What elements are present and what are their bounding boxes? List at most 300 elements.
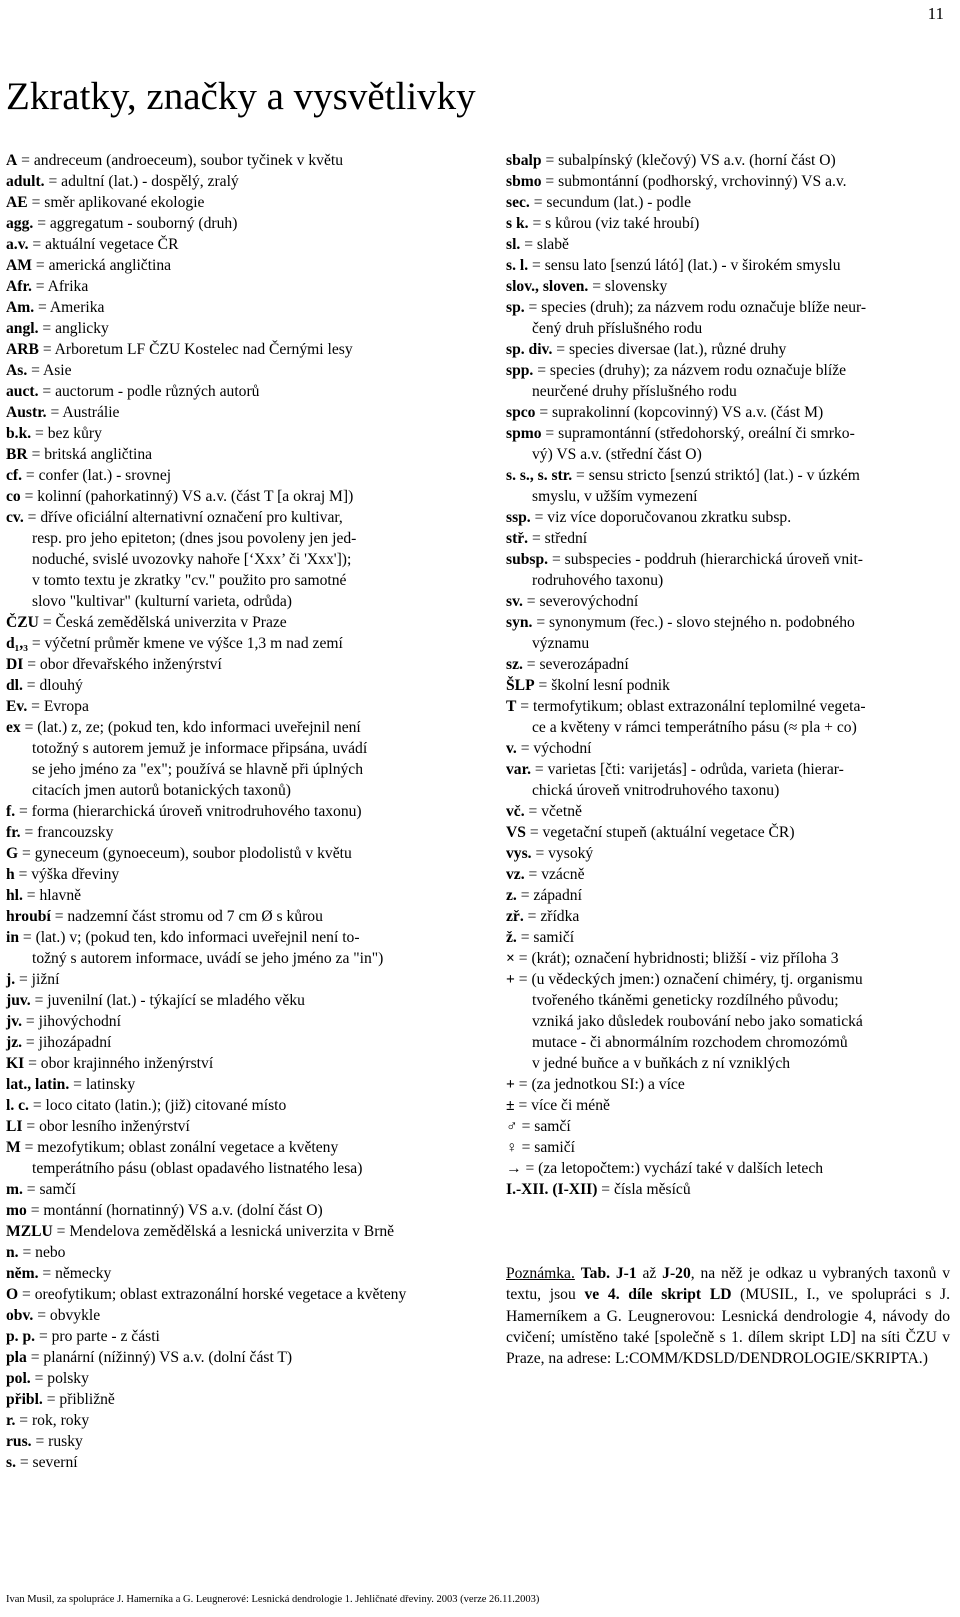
abbreviation-list-left [6,150,456,1473]
abbreviation-entry [6,486,456,507]
note-bold-table-end: J-20 [662,1265,691,1282]
abbreviation-definition: = submontánní (podhorský, vrchovinný) VS a.v. [541,173,847,190]
abbreviation-term: ŠLP [506,677,535,694]
abbreviation-term: jz. [6,1034,23,1051]
abbreviation-term: Afr. [6,278,32,295]
abbreviation-definition: = aggregatum - souborný (druh) [33,215,238,232]
abbreviation-term: sp. [506,299,525,316]
abbreviation-definition-continuation: temperátního pásu (oblast opadavého listnatého lesa) [32,1160,363,1177]
abbreviation-definition: = obor lesního inženýrství [22,1118,190,1135]
abbreviation-entry [6,1074,456,1095]
abbreviation-term: + [506,971,515,988]
abbreviation-definition: = subspecies - poddruh (hierarchická úroveň vnit- [548,551,863,568]
abbreviation-definition-continuation: v tomto textu je zkratky "cv." použito pro samotné [32,572,347,589]
abbreviation-entry [6,423,456,444]
abbreviation-entry [6,402,456,423]
abbreviation-entry [6,822,456,843]
abbreviation-entry [6,297,456,318]
abbreviation-definition-continuation: chická úroveň vnitrodruhového taxonu) [532,782,780,799]
abbreviation-definition-continuation: v jedné buňce a v buňkách z ní vzniklých [532,1055,791,1072]
abbreviation-definition: = obvykle [33,1307,101,1324]
abbreviation-definition: = Amerika [34,299,105,316]
abbreviation-definition: = směr aplikované ekologie [27,194,205,211]
abbreviation-term: × [506,950,515,967]
abbreviation-term: pol. [6,1370,31,1387]
abbreviation-entry [6,612,456,633]
abbreviation-definition: = slabě [520,236,569,253]
abbreviation-entry [6,171,456,192]
abbreviation-term: Austr. [6,404,47,421]
abbreviation-entry [506,507,950,528]
abbreviation-entry [6,801,456,822]
abbreviation-definition-continuation: noduché, svislé uvozovky nahoře [‘Xxx’ či 'Xxx']); [32,551,352,568]
abbreviation-term: juv. [6,992,31,1009]
abbreviation-definition: = adultní (lat.) - dospělý, zralý [44,173,239,190]
abbreviation-term: KI [6,1055,25,1072]
abbreviation-entry [506,423,950,465]
abbreviation-definition: = (krát); označení hybridnosti; bližší - viz příloha 3 [514,950,839,967]
abbreviation-definition: = suprakolinní (kopcovinný) VS a.v. (část M) [535,404,824,421]
abbreviation-term: As. [6,362,28,379]
abbreviation-definition: = nadzemní část stromu od 7 cm Ø s kůrou [50,908,323,925]
abbreviation-entry [506,255,950,276]
abbreviation-entry [6,1221,456,1242]
abbreviation-definition-continuation: smyslu, v užším vymezení [532,488,698,505]
abbreviation-definition: = střední [528,530,588,547]
abbreviation-definition: = americká angličtina [31,257,172,274]
abbreviation-term: j. [6,971,16,988]
abbreviation-definition: = vzácně [524,866,585,883]
abbreviation-term: sl. [506,236,521,253]
abbreviation-term: vč. [506,803,525,820]
page-title: Zkratky, značky a vysvětlivky [6,75,476,118]
abbreviation-definition: = východní [516,740,592,757]
abbreviation-definition: = (u vědeckých jmen:) označení chiméry, tj. organismu [514,971,863,988]
abbreviation-entry [6,150,456,171]
abbreviation-definition: = dříve oficiální alternativní označení pro kultivar, [23,509,343,526]
abbreviation-entry [6,1137,456,1179]
abbreviation-entry [506,1179,950,1200]
abbreviation-definition: = samičí [516,929,575,946]
abbreviation-definition-continuation: ce a květeny v rámci temperátního pásu (≈ pla + co) [532,719,857,736]
abbreviation-entry [506,969,950,1074]
abbreviation-term: subsp. [506,551,549,568]
abbreviation-term: hroubí [6,908,51,925]
abbreviation-definition: = bez kůry [31,425,102,442]
abbreviation-entry [6,1347,456,1368]
abbreviation-entry [6,1011,456,1032]
abbreviation-definition-continuation: mutace - či abnormálním rozchodem chromozómů [532,1034,848,1051]
abbreviation-entry [6,906,456,927]
abbreviation-definition-continuation: tvořeného tkáněmi geneticky rozdílného původu; [532,992,839,1009]
abbreviation-entry [506,1158,950,1179]
abbreviation-term: stř. [506,530,529,547]
abbreviation-definition: = přibližně [42,1391,115,1408]
abbreviation-entry [6,1284,456,1305]
abbreviation-term: syn. [506,614,533,631]
abbreviation-entry [506,402,950,423]
abbreviation-definition: = jihozápadní [22,1034,112,1051]
abbreviation-definition: = Arboretum LF ČZU Kostelec nad Černými lesy [38,341,353,358]
abbreviation-term: obv. [6,1307,34,1324]
abbreviation-definition: = slovensky [588,278,668,295]
abbreviation-term: Am. [6,299,35,316]
abbreviation-definition: = pro parte - z části [35,1328,160,1345]
abbreviation-term: co [6,488,21,505]
abbreviation-term: l. c. [6,1097,29,1114]
abbreviation-definition: = montánní (hornatinný) VS a.v. (dolní část O) [26,1202,323,1219]
abbreviation-entry [6,192,456,213]
abbreviation-entry [506,675,950,696]
abbreviation-definition: = gyneceum (gynoeceum), soubor plodolistů v květu [18,845,352,862]
abbreviation-definition: = (za jednotkou SI:) a více [514,1076,685,1093]
abbreviation-definition: = jižní [15,971,60,988]
abbreviation-term: mo [6,1202,27,1219]
abbreviation-definition-continuation: významu [532,635,590,652]
abbreviation-definition: = anglicky [38,320,109,337]
abbreviation-definition: = termofytikum; oblast extrazonální teplomilné vegeta- [516,698,866,715]
abbreviation-entry [506,1137,950,1158]
abbreviation-entry [6,465,456,486]
abbreviation-term: var. [506,761,531,778]
abbreviation-entry [506,339,950,360]
abbreviation-definition: = zřídka [523,908,580,925]
abbreviation-term: f. [6,803,16,820]
abbreviation-entry [6,927,456,969]
abbreviation-term: s k. [506,215,529,232]
abbreviation-definition: = oreofytikum; oblast extrazonální horské vegetace a květeny [18,1286,407,1303]
abbreviation-term: spp. [506,362,534,379]
abbreviation-definition: = latinsky [69,1076,136,1093]
note-paragraph [506,1263,950,1369]
abbreviation-definition: = německy [38,1265,112,1282]
abbreviation-term: v. [506,740,517,757]
abbreviation-definition: = včetně [524,803,582,820]
abbreviation-entry [6,1200,456,1221]
abbreviation-entry [6,717,456,801]
abbreviation-term: m. [6,1181,23,1198]
abbreviation-term: d₁,₃ [6,635,28,652]
abbreviation-definition: = Afrika [31,278,89,295]
abbreviation-definition: = secundum (lat.) - podle [529,194,692,211]
abbreviation-entry [6,1053,456,1074]
abbreviation-definition: = rusky [31,1433,83,1450]
abbreviation-definition: = výčetní průměr kmene ve výšce 1,3 m nad zemí [27,635,343,652]
abbreviation-entry [506,591,950,612]
abbreviation-term: spmo [506,425,542,442]
abbreviation-definition: = samčí [22,1181,76,1198]
abbreviation-entry [6,990,456,1011]
abbreviation-definition: = polsky [30,1370,89,1387]
abbreviation-definition-continuation: rodruhového taxonu) [532,572,664,589]
abbreviation-entry [506,360,950,402]
abbreviation-definition-continuation: se jeho jméno za "ex"; používá se hlavně při úplných [32,761,364,778]
abbreviation-entry [6,339,456,360]
abbreviation-definition: = Mendelova zemědělská a lesnická univerzita v Brně [52,1223,395,1240]
abbreviation-term: G [6,845,19,862]
abbreviation-entry [6,1305,456,1326]
abbreviation-entry [6,1368,456,1389]
abbreviation-term: sz. [506,656,523,673]
abbreviation-term: agg. [6,215,34,232]
abbreviation-definition: = species diversae (lat.), různé druhy [552,341,787,358]
abbreviation-term: ČZU [6,614,39,631]
abbreviation-term: vys. [506,845,532,862]
abbreviation-term: T [506,698,517,715]
abbreviation-entry [506,1095,950,1116]
abbreviation-term: a.v. [6,236,29,253]
abbreviation-entry [506,528,950,549]
abbreviation-term: angl. [6,320,39,337]
abbreviation-term: fr. [6,824,21,841]
abbreviation-term: jv. [6,1013,23,1030]
abbreviation-term: → [506,1160,522,1177]
abbreviation-definition: = (lat.) z, ze; (pokud ten, kdo informaci uveřejnil není [20,719,361,736]
abbreviation-term: s. [6,1454,16,1471]
abbreviation-term: spco [506,404,536,421]
abbreviation-entry [506,696,950,738]
abbreviation-entry [6,675,456,696]
abbreviation-term: AE [6,194,28,211]
abbreviation-term: BR [6,446,28,463]
abbreviation-term: sbalp [506,152,542,169]
abbreviation-entry [506,738,950,759]
note-label: Poznámka. [506,1265,575,1282]
abbreviation-entry [6,843,456,864]
abbreviation-definition: = Česká zemědělská univerzita v Praze [38,614,287,631]
abbreviation-entry [506,549,950,591]
abbreviation-definition: = čísla měsíců [597,1181,691,1198]
abbreviation-list-right [506,150,950,1200]
abbreviation-entry [506,234,950,255]
abbreviation-term: lat., latin. [6,1076,70,1093]
abbreviation-definition-continuation: vzniká jako důsledek roubování nebo jako somatická [532,1013,863,1030]
abbreviation-entry [6,1242,456,1263]
abbreviation-term: cv. [6,509,24,526]
abbreviation-definition-continuation: vý) VS a.v. (střední část O) [532,446,702,463]
abbreviation-entry [6,360,456,381]
abbreviation-definition: = s kůrou (viz také hroubí) [528,215,700,232]
abbreviation-definition: = vysoký [531,845,594,862]
abbreviation-term: MZLU [6,1223,53,1240]
abbreviation-definition: = obor krajinného inženýrství [24,1055,214,1072]
abbreviation-term: h [6,866,15,883]
abbreviation-definition-continuation: tožný s autorem informace, uvádí se jeho jméno za "in") [32,950,384,967]
abbreviation-definition: = forma (hierarchická úroveň vnitrodruhového taxonu) [15,803,362,820]
abbreviation-term: hl. [6,887,23,904]
abbreviation-definition: = dlouhý [22,677,83,694]
abbreviation-term: vz. [506,866,525,883]
abbreviation-term: r. [6,1412,16,1429]
abbreviation-term: A [6,152,18,169]
abbreviation-definition: = kolinní (pahorkatinný) VS a.v. (část T [a okraj M]) [20,488,354,505]
abbreviation-term: adult. [6,173,45,190]
abbreviation-entry [6,885,456,906]
abbreviation-definition: = subalpínský (klečový) VS a.v. (horní část O) [541,152,836,169]
abbreviation-definition: = (lat.) v; (pokud ten, kdo informaci uveřejnil není to- [19,929,360,946]
abbreviation-definition: = sensu lato [senzú látó] (lat.) - v širokém smyslu [528,257,841,274]
abbreviation-entry [6,276,456,297]
abbreviation-entry [6,444,456,465]
note-bold-table-start: Tab. J-1 [580,1265,637,1282]
abbreviation-term: in [6,929,20,946]
abbreviation-entry [506,213,950,234]
abbreviation-definition: = hlavně [22,887,82,904]
abbreviation-definition: = vegetační stupeň (aktuální vegetace ČR) [525,824,795,841]
abbreviation-term: ♂ [506,1118,518,1135]
abbreviation-definition: = species (druh); za názvem rodu označuje blíže neur- [524,299,867,316]
abbreviation-entry [6,1032,456,1053]
abbreviation-definition: = rok, roky [15,1412,90,1429]
abbreviation-entry [506,927,950,948]
abbreviation-entry [506,297,950,339]
abbreviation-entry [506,885,950,906]
abbreviation-definition-continuation: slovo "kultivar" (kulturní varieta, odrůda) [32,593,292,610]
abbreviation-definition-continuation: neurčené druhy příslušného rodu [532,383,737,400]
abbreviation-term: b.k. [6,425,32,442]
abbreviation-entry [506,843,950,864]
abbreviation-term: ± [506,1097,515,1114]
note-text: (MUSIL, I., ve spolupráci s J. Hamerníkem a G. Leugnerovou: Lesnická dendrologie 4, návody do cvičení; umístěno také [společně s 1. dílem skript LD] na síti ČZU v Praze, na adrese: L:COMM/KDSLD/DENDROLOGIE/SKRIPTA.) [506,1286,950,1368]
abbreviation-definition: = samčí [517,1118,571,1135]
abbreviation-entry [6,654,456,675]
abbreviation-term: slov., sloven. [506,278,589,295]
abbreviation-definition: = více či méně [514,1097,610,1114]
abbreviation-term: rus. [6,1433,32,1450]
note-text: , na něž je odkaz u vybraných taxonů v textu, jsou [506,1265,950,1304]
abbreviation-definition: = viz více doporučovanou zkratku subsp. [530,509,792,526]
abbreviation-entry [506,801,950,822]
abbreviation-definition: = mezofytikum; oblast zonální vegetace a květeny [20,1139,339,1156]
abbreviation-definition: = loco citato (latin.); (již) citované místo [28,1097,287,1114]
abbreviation-definition: = planární (nížinný) VS a.v. (dolní část T) [26,1349,293,1366]
abbreviation-term: ♀ [506,1139,518,1156]
abbreviation-term: ssp. [506,509,531,526]
abbreviation-definition: = andreceum (androeceum), soubor tyčinek v květu [17,152,344,169]
abbreviation-entry [6,1179,456,1200]
abbreviation-entry [6,633,456,654]
abbreviation-entry [506,171,950,192]
abbreviation-definition: = synonymum (řec.) - slovo stejného n. podobného [532,614,855,631]
abbreviation-term: AM [6,257,32,274]
abbreviation-entry [506,276,950,297]
abbreviation-entry [506,1116,950,1137]
abbreviation-entry [6,255,456,276]
abbreviation-term: sp. div. [506,341,553,358]
abbreviation-entry [6,696,456,717]
abbreviation-term: VS [506,824,526,841]
abbreviation-entry [506,759,950,801]
abbreviation-definition-continuation: citacích jmen autorů botanických taxonů) [32,782,291,799]
abbreviation-term: auct. [6,383,39,400]
abbreviation-entry [6,213,456,234]
abbreviation-definition: = sensu stricto [senzú striktó] (lat.) - v úzkém [572,467,860,484]
abbreviation-term: s. s., s. str. [506,467,573,484]
abbreviation-entry [6,969,456,990]
abbreviation-definition: = francouzsky [20,824,114,841]
abbreviation-term: p. p. [6,1328,36,1345]
abbreviation-entry [6,1326,456,1347]
abbreviation-definition-continuation: resp. pro jeho epiteton; (dnes jsou povoleny jen jed- [32,530,357,547]
abbreviation-term: I.-XII. (I-XII) [506,1181,598,1198]
abbreviation-entry [6,234,456,255]
abbreviation-term: O [6,1286,19,1303]
abbreviation-term: z. [506,887,517,904]
abbreviation-definition: = severní [15,1454,78,1471]
abbreviation-term: sbmo [506,173,542,190]
abbreviation-entry [506,1074,950,1095]
abbreviation-term: LI [6,1118,23,1135]
abbreviation-term: ž. [506,929,517,946]
abbreviation-entry [506,948,950,969]
abbreviation-term: M [6,1139,21,1156]
abbreviation-term: pla [6,1349,27,1366]
abbreviation-entry [6,1389,456,1410]
abbreviation-definition-continuation: čený druh příslušného rodu [532,320,703,337]
abbreviation-entry [506,906,950,927]
abbreviation-definition: = školní lesní podnik [534,677,670,694]
abbreviation-entry [6,507,456,612]
abbreviation-definition: = severozápadní [522,656,629,673]
abbreviation-term: přibl. [6,1391,43,1408]
abbreviation-entry [6,1263,456,1284]
page-footer: Ivan Musil, za spolupráce J. Hamerníka a G. Leugnerové: Lesnická dendrologie 1. Jehličnaté dřeviny. 2003 (verze 26.11.2003) [6,1594,540,1605]
abbreviation-definition: = varietas [čti: varijetás] - odrůda, varieta (hierar- [530,761,844,778]
abbreviation-definition-continuation: totožný s autorem jemuž je informace připsána, uvádí [32,740,368,757]
abbreviation-term: ex [6,719,21,736]
page-number: 11 [927,4,944,23]
abbreviation-entry [506,150,950,171]
abbreviation-definition: = výška dřeviny [14,866,120,883]
abbreviation-entry [506,654,950,675]
abbreviation-entry [506,822,950,843]
abbreviation-definition: = auctorum - podle různých autorů [38,383,260,400]
abbreviation-entry [6,864,456,885]
abbreviation-entry [506,864,950,885]
abbreviation-entry [6,318,456,339]
abbreviation-definition: = Evropa [27,698,89,715]
abbreviation-definition: = confer (lat.) - srovnej [22,467,172,484]
abbreviation-definition: = Asie [27,362,72,379]
abbreviation-entry [6,1095,456,1116]
abbreviation-term: ARB [6,341,39,358]
abbreviation-term: zř. [506,908,524,925]
abbreviation-term: DI [6,656,24,673]
abbreviation-definition: = Austrálie [46,404,120,421]
abbreviation-entry [6,1431,456,1452]
abbreviation-term: dl. [6,677,23,694]
abbreviation-definition: = nebo [18,1244,66,1261]
abbreviation-term: + [506,1076,515,1093]
abbreviation-definition: = britská angličtina [27,446,153,463]
abbreviation-term: cf. [6,467,23,484]
abbreviation-definition: = obor dřevařského inženýrství [23,656,222,673]
abbreviation-entry [506,465,950,507]
abbreviation-definition: = (za letopočtem:) vychází také v dalších letech [521,1160,824,1177]
abbreviation-term: sec. [506,194,530,211]
note-bold-reference: ve 4. díle skript LD [584,1286,732,1304]
abbreviation-definition: = aktuální vegetace ČR [28,236,179,253]
abbreviation-term: s. l. [506,257,529,274]
abbreviation-entry [506,612,950,654]
note-text: až [636,1265,663,1282]
abbreviation-entry [6,1410,456,1431]
abbreviation-term: něm. [6,1265,39,1282]
abbreviation-definition: = jihovýchodní [22,1013,121,1030]
abbreviation-definition: = supramontánní (středohorský, oreální či smrko- [541,425,855,442]
abbreviation-entry [6,1116,456,1137]
abbreviation-definition: = severovýchodní [522,593,639,610]
